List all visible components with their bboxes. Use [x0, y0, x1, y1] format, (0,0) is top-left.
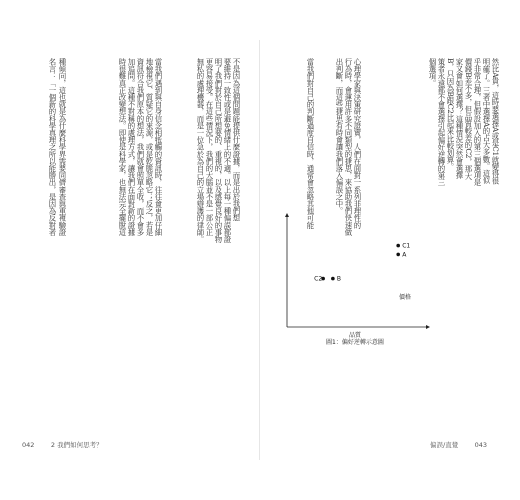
text-column: 行為時，會運用許多不同類型的捷思，來協助我們快速做 — [344, 58, 353, 236]
data-point — [396, 244, 400, 248]
page-number: 042 — [22, 441, 35, 449]
text-column: 家又會如何選擇？這種情況突然會選擇 — [455, 58, 464, 179]
text-column: 名言：「一個新的科學真理之所以能勝出，是因為反對者 — [48, 58, 57, 236]
x-axis-label: 品質 — [349, 332, 362, 339]
data-point — [396, 253, 400, 257]
y-axis-label: 價格 — [399, 294, 412, 301]
text-column: 種傾向，這也就是為什麼科學界需要同儕審查與重複驗證 — [58, 58, 67, 236]
text-column: 不是因為這個問題能提供什麼證據，而是出於我們想 — [232, 58, 241, 222]
running-head: 偏誤/直覺 — [430, 441, 459, 449]
text-column: 地檢視它、質疑它的來源，或是乾脆忽略它；反之，若是 — [145, 58, 154, 236]
text-column: 乎非常合理，但假設加入的第三個選項是 — [473, 58, 482, 186]
text-column: 更容易接受。在這些情況下，我們的大腦並不是一部公正 — [205, 58, 214, 236]
text-column: 策者永遠都不會選擇引起偏好逆轉的第三 — [437, 58, 446, 186]
text-column: 當我們對自己的判斷過度自信時，通常會忽略其他可能 — [306, 58, 315, 229]
preference-figure — [281, 212, 431, 347]
text-column: 心理學家與決策研究證實，人們在面對一系列非理性的 — [353, 58, 362, 229]
page-footer — [430, 440, 487, 449]
page-number: 043 — [474, 441, 488, 449]
y-axis-arrow-icon — [285, 213, 289, 217]
figure-axes — [281, 212, 431, 337]
chapter-title: 我們如何思考？ — [57, 441, 103, 449]
x-axis-arrow-icon — [426, 325, 430, 329]
text-column: 明確了。三者中選擇A的占大多數。這似 — [482, 58, 491, 184]
text-column: B，只因為B跟C2比起來比較划算。 — [446, 58, 455, 171]
text-column: 無私的處理機器，而是一位急於為自己的立場辯護的律師。 — [196, 58, 205, 243]
text-column: 價錢B差不多，但品質較差的C2，那大 — [464, 58, 473, 180]
text-column: 資訊符合我們原本的想法，我們就會照單全收，而不會多 — [136, 58, 145, 236]
figure-caption: 圖1：偏好逆轉示意圖 — [326, 339, 384, 346]
page-footer — [22, 440, 103, 449]
text-column: 個選項。 — [428, 58, 437, 87]
chapter-number: 2 — [50, 441, 55, 449]
text-column: 然比A貴，這時要選擇A或是C1就變得很 — [491, 58, 500, 185]
text-column: 出判斷，而這些捷思有時會讓我們落入偏誤之中。 — [335, 58, 344, 215]
data-point-label: C1 — [402, 242, 411, 250]
right-page — [260, 0, 520, 500]
data-point-label: B — [336, 275, 341, 283]
text-column: 明了我們對於自己所想要的、重視的，以及感覺良好的事物 — [214, 58, 223, 243]
text-column: 時很難真正改變想法。即使是科學家，也無法完全擺脫這 — [118, 58, 127, 236]
data-point-label: C2 — [314, 275, 323, 283]
text-column: 要維持一致性或是避免情緒上的不適。以上每一種偏誤都證 — [223, 58, 232, 243]
text-column: 加追問。這種不對稱的處理方式，讓我們在面對新的證據 — [127, 58, 136, 236]
data-point — [331, 277, 335, 281]
text-column: 當我們遇到與自身信念相牴觸的資訊時，往往會更加仔細 — [154, 58, 163, 236]
data-point-label: A — [402, 251, 407, 259]
